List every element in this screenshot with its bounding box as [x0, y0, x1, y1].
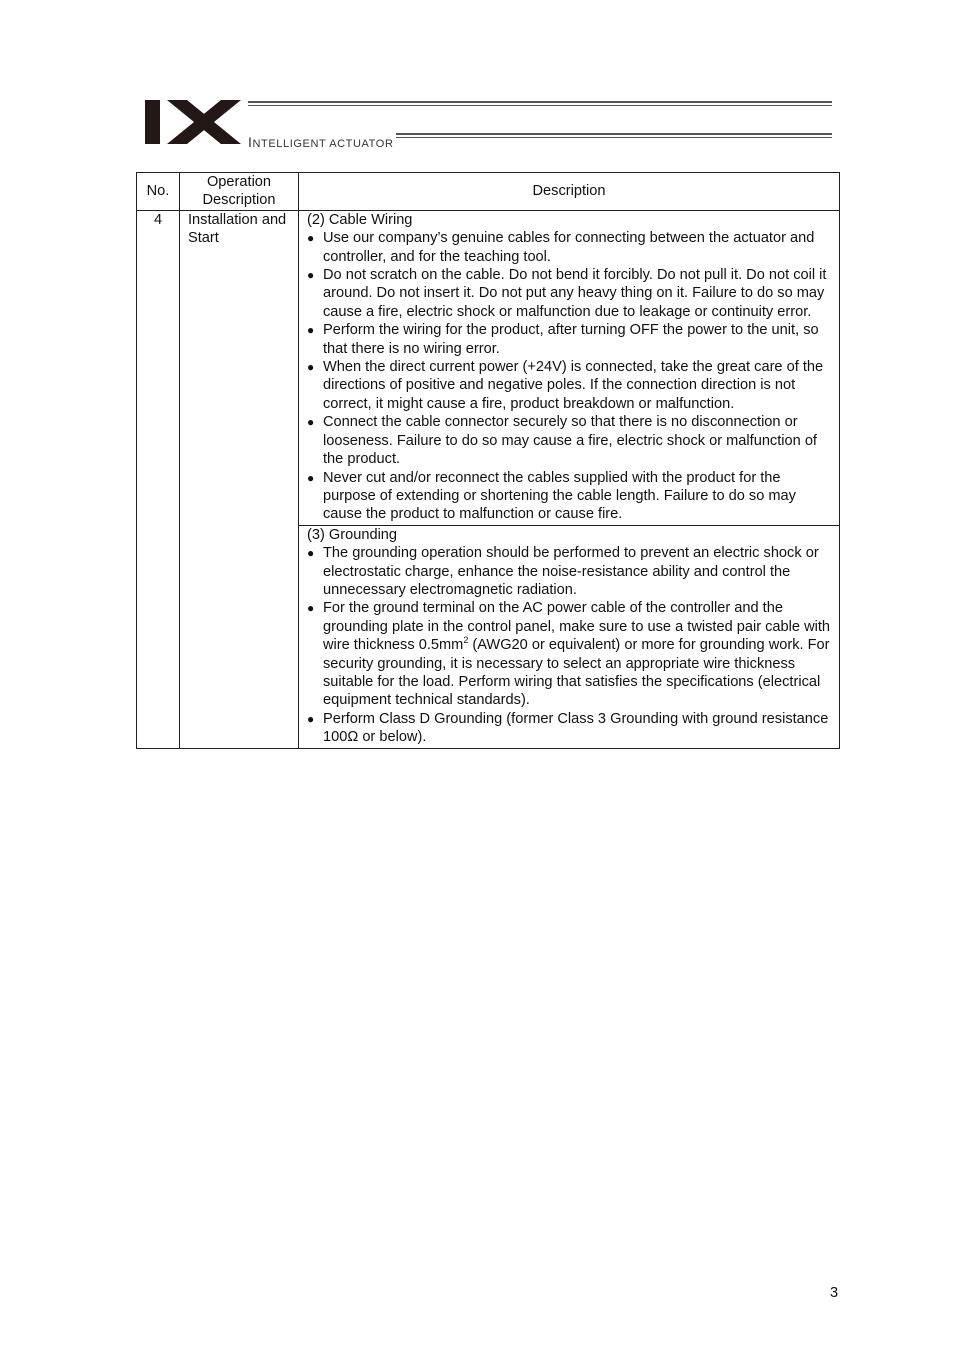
grounding-list	[307, 544, 835, 746]
list-item: ● Perform the wiring for the product, after turning OFF the power to the unit, so that there is no wiring error.	[307, 322, 819, 357]
cell-cable-wiring	[299, 210, 840, 525]
superscript: 2	[463, 635, 469, 646]
bullet-icon: ●	[307, 323, 315, 338]
cell-grounding	[299, 525, 840, 748]
header-description: Description	[299, 173, 840, 211]
safety-table	[136, 172, 840, 749]
brand-initial: I	[248, 134, 253, 150]
list-item: ● Do not scratch on the cable. Do not bend it forcibly. Do not pull it. Do not coil it around. Do not insert it. Do not put any heavy thing on it. Failure to do so may cause a fire, electric shock or malfunction due to leakage or continuity error.	[307, 267, 827, 320]
bullet-icon: ●	[307, 546, 315, 561]
list-item: ● Perform Class D Grounding (former Class 3 Grounding with ground resistance 100Ω or below).	[307, 710, 829, 746]
list-item: ● Use our company’s genuine cables for connecting between the actuator and controller, and for the teaching tool.	[307, 230, 815, 265]
bullet-icon: ●	[307, 415, 315, 430]
brand-name	[248, 134, 393, 150]
bullet-icon: ●	[307, 231, 315, 246]
page-number: 3	[830, 1285, 839, 1301]
header-rule-top	[248, 101, 832, 103]
table-header-row	[137, 173, 840, 211]
list-item: ● When the direct current power (+24V) is connected, take the great care of the directions of positive and negative poles. If the connection direction is not correct, it might cause a fire, product breakdown or malfunction.	[307, 359, 824, 412]
bullet-icon: ●	[307, 360, 315, 375]
header-no: No.	[137, 173, 180, 211]
grounding-title: (3) Grounding	[307, 526, 398, 543]
bullet-icon: ●	[307, 711, 315, 726]
header-rule-top-2	[248, 105, 832, 106]
header-rule-bottom-2	[396, 137, 832, 138]
ix-logo	[145, 98, 245, 148]
header-operation: Operation Description	[180, 173, 299, 211]
table-row	[137, 210, 840, 525]
header-rule-bottom	[396, 133, 832, 135]
cell-no: 4	[137, 210, 180, 748]
bullet-icon: ●	[307, 601, 315, 616]
cell-operation: Installation and Start	[180, 210, 299, 748]
cable-wiring-title: (2) Cable Wiring	[307, 211, 413, 228]
list-item: ● Connect the cable connector securely so that there is no disconnection or looseness. Failure to do so may cause a fire, electric shock or malfunction of the product.	[307, 414, 817, 468]
cable-wiring-list	[307, 229, 835, 524]
bullet-icon: ●	[307, 268, 315, 283]
brand-rest: NTELLIGENT ACTUATOR	[252, 138, 394, 150]
list-item: ● Never cut and/or reconnect the cables supplied with the product for the purpose of extending or shortening the cable length. Failure to do so may cause the product to malfunction or cause fire.	[307, 469, 796, 523]
bullet-icon: ●	[307, 470, 315, 485]
list-item: ● The grounding operation should be performed to prevent an electric shock or electrostatic charge, enhance the noise-resistance ability and control the unnecessary electromagnetic radiation.	[307, 545, 819, 598]
list-item: ● For the ground terminal on the AC power cable of the controller and the grounding plate in the control panel, make sure to use a twisted pair cable with wire thickness $0.5mm^2$ (AWG20 or equivalent) or more for grounding work. For security grounding, it is necessary to select an appropriate wire thickness suitable for the load. Perform wiring that satisfies the specifications (electrical equipment technical standards).	[307, 600, 831, 709]
